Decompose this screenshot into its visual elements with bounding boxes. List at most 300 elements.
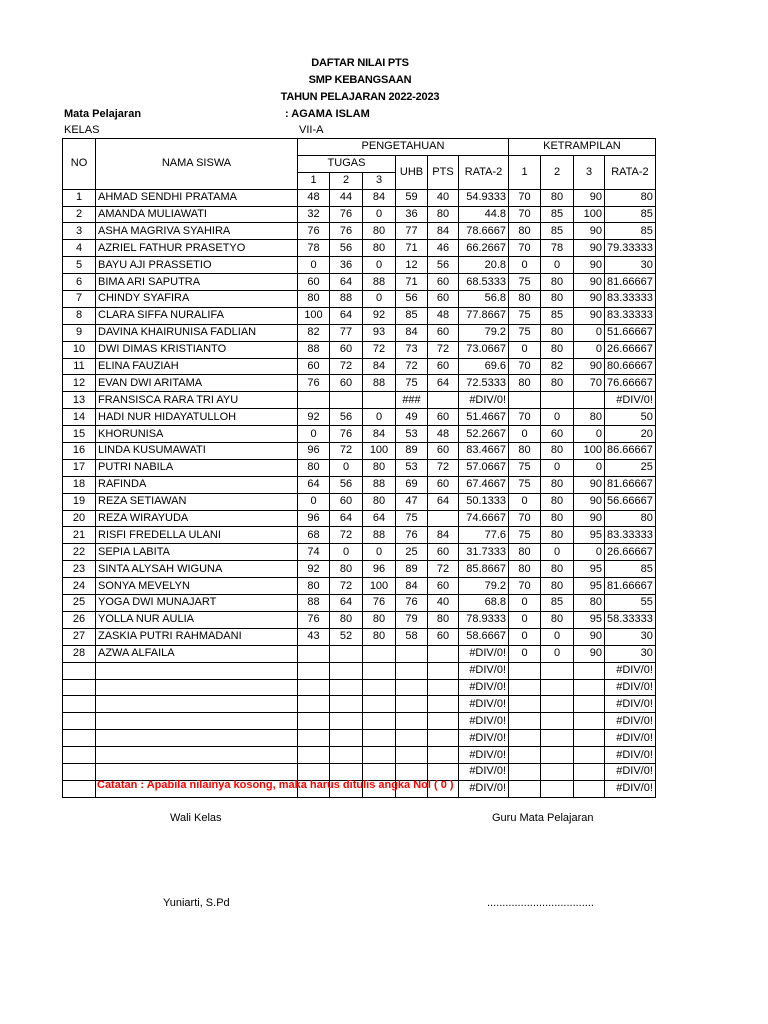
cell-t3: 0 — [363, 544, 396, 561]
cell-t3: 72 — [363, 341, 396, 358]
cell-k1: 0 — [509, 341, 541, 358]
cell-uhb: 47 — [396, 493, 428, 510]
cell-rata2: #DIV/0! — [605, 747, 656, 764]
cell-uhb: 75 — [396, 375, 428, 392]
cell-k2: 78 — [541, 240, 574, 257]
cell-k3 — [574, 392, 605, 409]
cell-k1: 75 — [509, 324, 541, 341]
cell-k2: 82 — [541, 358, 574, 375]
cell-rata: #DIV/0! — [459, 747, 509, 764]
cell-rata: #DIV/0! — [459, 679, 509, 696]
header-tugas-3: 3 — [363, 172, 396, 189]
cell-rata2: #DIV/0! — [605, 763, 656, 780]
cell-no: 16 — [63, 443, 96, 460]
cell-no — [63, 696, 96, 713]
cell-rata2: 81.66667 — [605, 274, 656, 291]
cell-uhb: 77 — [396, 223, 428, 240]
cell-uhb: 76 — [396, 595, 428, 612]
cell-rata: 79.2 — [459, 578, 509, 595]
cell-k2: 80 — [541, 375, 574, 392]
cell-pts — [428, 645, 459, 662]
cell-t1 — [298, 392, 330, 409]
cell-k3: 100 — [574, 206, 605, 223]
cell-k2 — [541, 679, 574, 696]
cell-no: 23 — [63, 561, 96, 578]
cell-name — [96, 662, 298, 679]
cell-uhb — [396, 730, 428, 747]
cell-name: AMANDA MULIAWATI — [96, 206, 298, 223]
cell-t1 — [298, 679, 330, 696]
cell-rata: 52.2667 — [459, 426, 509, 443]
cell-t2: 72 — [330, 578, 363, 595]
cell-name: ZASKIA PUTRI RAHMADANI — [96, 628, 298, 645]
cell-k2: 80 — [541, 291, 574, 308]
cell-t1: 92 — [298, 409, 330, 426]
cell-t2 — [330, 730, 363, 747]
cell-k2: 80 — [541, 578, 574, 595]
cell-t3: 92 — [363, 307, 396, 324]
cell-t2: 36 — [330, 257, 363, 274]
subject-value: : AGAMA ISLAM — [285, 108, 370, 120]
table-row — [63, 392, 656, 409]
cell-t3: 0 — [363, 409, 396, 426]
cell-rata2: 83.33333 — [605, 307, 656, 324]
cell-pts: 60 — [428, 409, 459, 426]
cell-pts: 60 — [428, 443, 459, 460]
cell-name: YOLLA NUR AULIA — [96, 611, 298, 628]
subject-label: Mata Pelajaran — [64, 108, 142, 120]
table-row — [63, 611, 656, 628]
cell-rata2: 30 — [605, 257, 656, 274]
header-name: NAMA SISWA — [96, 139, 298, 190]
cell-t3: 80 — [363, 628, 396, 645]
cell-k3: 80 — [574, 409, 605, 426]
cell-k2 — [541, 780, 574, 797]
table-row — [63, 763, 656, 780]
cell-pts: 48 — [428, 426, 459, 443]
cell-no: 5 — [63, 257, 96, 274]
cell-k3: 100 — [574, 443, 605, 460]
cell-t1: 0 — [298, 493, 330, 510]
cell-t3: 80 — [363, 459, 396, 476]
table-row — [63, 662, 656, 679]
cell-uhb: 71 — [396, 274, 428, 291]
cell-no: 7 — [63, 291, 96, 308]
table-row — [63, 206, 656, 223]
cell-rata: #DIV/0! — [459, 763, 509, 780]
cell-rata: 79.2 — [459, 324, 509, 341]
cell-t1: 0 — [298, 426, 330, 443]
cell-rata2: 51.66667 — [605, 324, 656, 341]
cell-k3: 0 — [574, 324, 605, 341]
cell-pts: 64 — [428, 493, 459, 510]
cell-name: REZA WIRAYUDA — [96, 510, 298, 527]
cell-k3: 90 — [574, 510, 605, 527]
cell-k2: 0 — [541, 257, 574, 274]
cell-rata2: 25 — [605, 459, 656, 476]
cell-t1: 43 — [298, 628, 330, 645]
class-value: VII-A — [299, 124, 324, 136]
table-row — [63, 713, 656, 730]
cell-rata2: #DIV/0! — [605, 679, 656, 696]
cell-t2: 64 — [330, 510, 363, 527]
cell-rata2: 80 — [605, 189, 656, 206]
cell-pts: 60 — [428, 578, 459, 595]
cell-rata: 56.8 — [459, 291, 509, 308]
cell-k1 — [509, 763, 541, 780]
cell-no: 2 — [63, 206, 96, 223]
header-skill-2: 2 — [541, 155, 574, 189]
cell-k3: 90 — [574, 223, 605, 240]
cell-k2: 80 — [541, 561, 574, 578]
cell-t2: 64 — [330, 595, 363, 612]
cell-t3 — [363, 662, 396, 679]
cell-t1: 76 — [298, 611, 330, 628]
cell-k1: 75 — [509, 307, 541, 324]
cell-k1: 0 — [509, 628, 541, 645]
cell-k3 — [574, 747, 605, 764]
cell-k2: 80 — [541, 527, 574, 544]
cell-uhb: 73 — [396, 341, 428, 358]
homeroom-name: Yuniarti, S.Pd — [163, 897, 230, 909]
cell-k2 — [541, 713, 574, 730]
cell-k3: 0 — [574, 459, 605, 476]
header-rata2: RATA-2 — [605, 155, 656, 189]
cell-no — [63, 713, 96, 730]
cell-t2: 88 — [330, 291, 363, 308]
cell-pts: 40 — [428, 595, 459, 612]
cell-no: 3 — [63, 223, 96, 240]
cell-no: 28 — [63, 645, 96, 662]
table-row — [63, 527, 656, 544]
cell-rata: #DIV/0! — [459, 392, 509, 409]
grades-body — [63, 189, 656, 797]
cell-t3: 88 — [363, 274, 396, 291]
cell-rata: #DIV/0! — [459, 730, 509, 747]
cell-pts: 72 — [428, 459, 459, 476]
cell-rata: 20.8 — [459, 257, 509, 274]
cell-k3: 90 — [574, 189, 605, 206]
cell-rata2: 20 — [605, 426, 656, 443]
cell-t2: 52 — [330, 628, 363, 645]
cell-name: SEPIA LABITA — [96, 544, 298, 561]
cell-k1: 80 — [509, 561, 541, 578]
cell-t3: 96 — [363, 561, 396, 578]
cell-no: 27 — [63, 628, 96, 645]
cell-k2: 0 — [541, 645, 574, 662]
cell-rata: #DIV/0! — [459, 713, 509, 730]
cell-rata: 31.7333 — [459, 544, 509, 561]
cell-pts: 56 — [428, 257, 459, 274]
cell-uhb: 84 — [396, 578, 428, 595]
cell-name: ASHA MAGRIVA SYAHIRA — [96, 223, 298, 240]
table-row — [63, 291, 656, 308]
cell-name: CLARA SIFFA NURALIFA — [96, 307, 298, 324]
cell-t3: 88 — [363, 476, 396, 493]
cell-no — [63, 747, 96, 764]
cell-t2 — [330, 696, 363, 713]
cell-name: ELINA FAUZIAH — [96, 358, 298, 375]
cell-k1 — [509, 780, 541, 797]
cell-t3: 93 — [363, 324, 396, 341]
cell-k3: 90 — [574, 307, 605, 324]
cell-t3: 84 — [363, 189, 396, 206]
table-row — [63, 375, 656, 392]
cell-rata: 73.0667 — [459, 341, 509, 358]
cell-rata: #DIV/0! — [459, 696, 509, 713]
cell-no: 13 — [63, 392, 96, 409]
cell-k1: 75 — [509, 274, 541, 291]
document-title: DAFTAR NILAI PTS — [311, 57, 409, 69]
cell-t1 — [298, 763, 330, 780]
cell-name: SINTA ALYSAH WIGUNA — [96, 561, 298, 578]
cell-t1: 80 — [298, 578, 330, 595]
cell-no — [63, 679, 96, 696]
cell-no: 14 — [63, 409, 96, 426]
cell-name: EVAN DWI ARITAMA — [96, 375, 298, 392]
cell-k2: 80 — [541, 274, 574, 291]
header-uhb: UHB — [396, 155, 428, 189]
cell-t1 — [298, 645, 330, 662]
cell-uhb: 69 — [396, 476, 428, 493]
cell-rata: 68.8 — [459, 595, 509, 612]
table-row — [63, 189, 656, 206]
cell-rata2: #DIV/0! — [605, 662, 656, 679]
cell-k1 — [509, 730, 541, 747]
cell-rata2: #DIV/0! — [605, 730, 656, 747]
cell-k2: 0 — [541, 409, 574, 426]
cell-name — [96, 679, 298, 696]
cell-k3: 90 — [574, 476, 605, 493]
cell-t1 — [298, 662, 330, 679]
cell-pts — [428, 392, 459, 409]
cell-uhb: 85 — [396, 307, 428, 324]
cell-rata2: 55 — [605, 595, 656, 612]
cell-k3: 90 — [574, 628, 605, 645]
cell-uhb: 76 — [396, 527, 428, 544]
cell-uhb: ### — [396, 392, 428, 409]
cell-rata: 51.4667 — [459, 409, 509, 426]
cell-k2: 80 — [541, 611, 574, 628]
cell-no: 20 — [63, 510, 96, 527]
cell-k3: 90 — [574, 358, 605, 375]
cell-uhb: 71 — [396, 240, 428, 257]
cell-no: 22 — [63, 544, 96, 561]
cell-rata: 72.5333 — [459, 375, 509, 392]
cell-pts: 60 — [428, 476, 459, 493]
cell-t2: 60 — [330, 375, 363, 392]
cell-pts — [428, 696, 459, 713]
cell-k2 — [541, 662, 574, 679]
cell-k2: 80 — [541, 510, 574, 527]
cell-t1: 76 — [298, 223, 330, 240]
cell-k1: 0 — [509, 426, 541, 443]
cell-pts — [428, 747, 459, 764]
cell-t3 — [363, 696, 396, 713]
table-row — [63, 747, 656, 764]
cell-name — [96, 763, 298, 780]
cell-rata2: 85 — [605, 561, 656, 578]
teacher-signature-line: ................................... — [487, 897, 594, 909]
cell-t3: 84 — [363, 358, 396, 375]
cell-name: YOGA DWI MUNAJART — [96, 595, 298, 612]
cell-t3: 88 — [363, 375, 396, 392]
cell-rata2: #DIV/0! — [605, 713, 656, 730]
cell-rata2: 80.66667 — [605, 358, 656, 375]
cell-k1: 0 — [509, 595, 541, 612]
cell-rata: 67.4667 — [459, 476, 509, 493]
cell-t2: 80 — [330, 561, 363, 578]
cell-k1: 75 — [509, 459, 541, 476]
cell-uhb: 59 — [396, 189, 428, 206]
table-row — [63, 307, 656, 324]
cell-rata2: 30 — [605, 628, 656, 645]
cell-name — [96, 696, 298, 713]
cell-k2: 85 — [541, 223, 574, 240]
cell-pts — [428, 662, 459, 679]
cell-rata: 77.8667 — [459, 307, 509, 324]
cell-t3: 0 — [363, 291, 396, 308]
cell-k2: 60 — [541, 426, 574, 443]
table-row — [63, 628, 656, 645]
cell-rata2: 76.66667 — [605, 375, 656, 392]
cell-rata2: 30 — [605, 645, 656, 662]
cell-t3 — [363, 747, 396, 764]
cell-no: 12 — [63, 375, 96, 392]
cell-t1: 78 — [298, 240, 330, 257]
table-row — [63, 493, 656, 510]
academic-year: TAHUN PELAJARAN 2022-2023 — [280, 91, 440, 103]
header-rata: RATA-2 — [459, 155, 509, 189]
cell-rata: 54.9333 — [459, 189, 509, 206]
cell-k1: 70 — [509, 510, 541, 527]
cell-t2: 56 — [330, 476, 363, 493]
cell-no: 18 — [63, 476, 96, 493]
cell-k2: 85 — [541, 307, 574, 324]
cell-uhb: 36 — [396, 206, 428, 223]
cell-uhb: 84 — [396, 324, 428, 341]
cell-t3: 76 — [363, 595, 396, 612]
cell-t1: 80 — [298, 459, 330, 476]
cell-k3 — [574, 763, 605, 780]
table-row — [63, 223, 656, 240]
cell-name: REZA SETIAWAN — [96, 493, 298, 510]
cell-pts: 60 — [428, 358, 459, 375]
cell-t2: 72 — [330, 527, 363, 544]
cell-no: 11 — [63, 358, 96, 375]
cell-uhb: 75 — [396, 510, 428, 527]
cell-k3 — [574, 662, 605, 679]
table-row — [63, 409, 656, 426]
cell-rata2: 50 — [605, 409, 656, 426]
cell-uhb — [396, 747, 428, 764]
cell-rata: 74.6667 — [459, 510, 509, 527]
cell-t2 — [330, 662, 363, 679]
cell-t2: 56 — [330, 240, 363, 257]
table-row — [63, 257, 656, 274]
cell-uhb — [396, 662, 428, 679]
cell-k3: 95 — [574, 527, 605, 544]
cell-t2: 64 — [330, 274, 363, 291]
cell-k1: 80 — [509, 544, 541, 561]
cell-pts: 80 — [428, 206, 459, 223]
cell-k3: 90 — [574, 493, 605, 510]
cell-k3: 95 — [574, 611, 605, 628]
cell-rata: 85.8667 — [459, 561, 509, 578]
cell-name: FRANSISCA RARA TRI AYU — [96, 392, 298, 409]
cell-pts: 84 — [428, 527, 459, 544]
cell-uhb — [396, 645, 428, 662]
cell-rata2: 83.33333 — [605, 291, 656, 308]
cell-uhb: 72 — [396, 358, 428, 375]
cell-no: 21 — [63, 527, 96, 544]
cell-rata2: #DIV/0! — [605, 780, 656, 797]
cell-t1: 0 — [298, 257, 330, 274]
cell-t1: 100 — [298, 307, 330, 324]
cell-uhb: 49 — [396, 409, 428, 426]
cell-uhb: 53 — [396, 459, 428, 476]
cell-uhb — [396, 713, 428, 730]
cell-rata2: 81.66667 — [605, 476, 656, 493]
cell-rata: 68.5333 — [459, 274, 509, 291]
cell-rata2: 26.66667 — [605, 341, 656, 358]
cell-k2: 85 — [541, 595, 574, 612]
cell-t3: 80 — [363, 611, 396, 628]
cell-k2 — [541, 763, 574, 780]
cell-pts — [428, 510, 459, 527]
cell-k3: 90 — [574, 240, 605, 257]
table-row — [63, 578, 656, 595]
cell-k1 — [509, 679, 541, 696]
note-text: Catatan : Apabila nilainya kosong, maka harus ditulis angka Nol ( 0 ) — [97, 779, 454, 791]
cell-t3: 0 — [363, 257, 396, 274]
cell-rata2: #DIV/0! — [605, 392, 656, 409]
cell-t2: 60 — [330, 493, 363, 510]
cell-no: 9 — [63, 324, 96, 341]
cell-no: 17 — [63, 459, 96, 476]
cell-rata2: 80 — [605, 510, 656, 527]
cell-k2: 0 — [541, 544, 574, 561]
cell-pts: 60 — [428, 628, 459, 645]
table-row — [63, 426, 656, 443]
cell-k1: 70 — [509, 240, 541, 257]
cell-t3 — [363, 645, 396, 662]
cell-k1: 70 — [509, 409, 541, 426]
header-knowledge: PENGETAHUAN — [298, 139, 509, 156]
cell-t2: 77 — [330, 324, 363, 341]
cell-name: BAYU AJI PRASSETIO — [96, 257, 298, 274]
cell-t1: 64 — [298, 476, 330, 493]
cell-t2 — [330, 679, 363, 696]
cell-k1: 0 — [509, 257, 541, 274]
grades-table — [62, 138, 656, 798]
cell-name: HADI NUR HIDAYATULLOH — [96, 409, 298, 426]
table-row — [63, 358, 656, 375]
cell-t2: 72 — [330, 358, 363, 375]
cell-t3 — [363, 730, 396, 747]
cell-t3: 100 — [363, 443, 396, 460]
homeroom-title: Wali Kelas — [170, 812, 222, 824]
cell-k3: 90 — [574, 645, 605, 662]
cell-k2 — [541, 392, 574, 409]
cell-uhb — [396, 763, 428, 780]
cell-k3: 95 — [574, 578, 605, 595]
cell-no: 24 — [63, 578, 96, 595]
cell-uhb: 89 — [396, 443, 428, 460]
header-tugas-1: 1 — [298, 172, 330, 189]
table-row — [63, 459, 656, 476]
cell-no — [63, 730, 96, 747]
